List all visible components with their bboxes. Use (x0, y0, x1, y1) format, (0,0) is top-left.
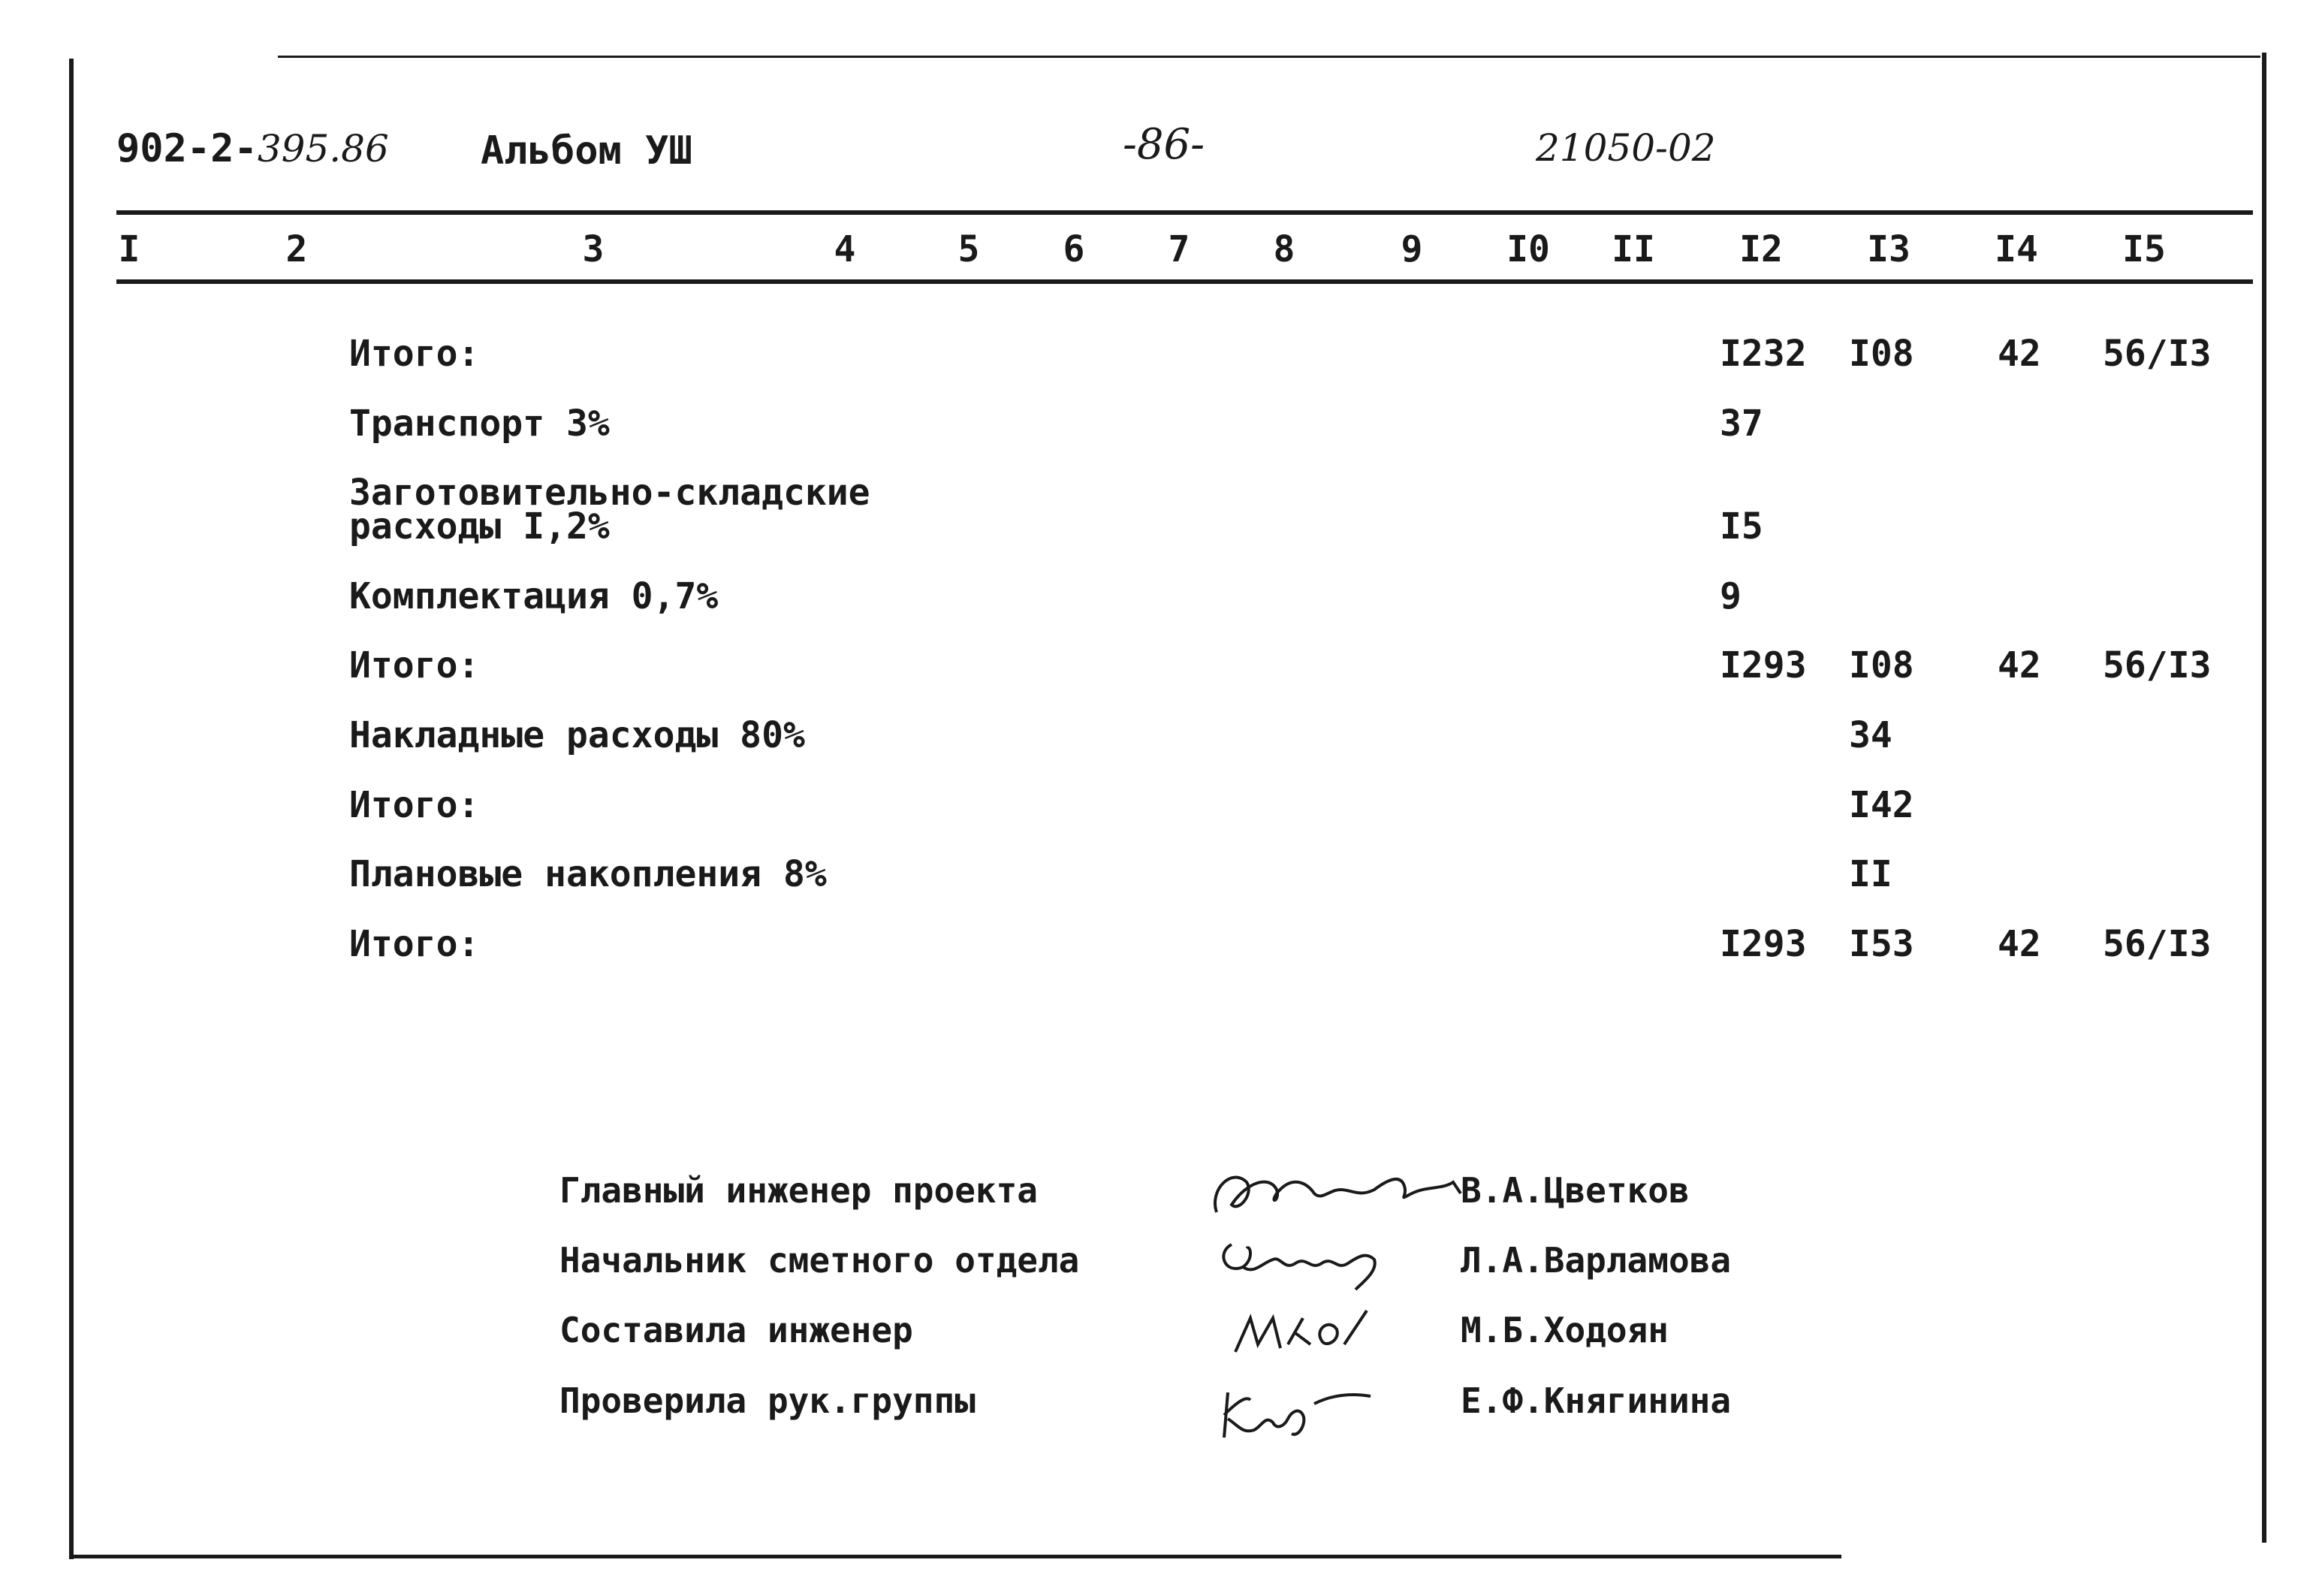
signature-row (0, 1170, 2307, 1218)
frame-top-line (278, 56, 2260, 58)
project-code (116, 126, 389, 171)
signature-row (0, 1240, 2307, 1288)
column-number: I5 (2122, 228, 2166, 270)
handwritten-signature (1202, 1160, 1472, 1235)
column-number: 5 (957, 228, 980, 270)
table-row (0, 403, 2307, 451)
signatory-role: Проверила рук.группы (559, 1380, 976, 1421)
cell-col12: 37 (1720, 403, 1763, 445)
project-code-handwritten: 395.86 (257, 127, 389, 170)
row-label-continued: расходы I,2% (349, 505, 610, 548)
document-number: 21050-02 (1536, 126, 1716, 170)
cell-col12: I293 (1720, 644, 1807, 686)
table-row (0, 853, 2307, 901)
column-number: II (1612, 228, 1655, 270)
table-row (0, 923, 2307, 971)
row-label: Итого: (349, 333, 480, 375)
cell-col14: 42 (1998, 333, 2041, 375)
row-label: Плановые накопления 8% (349, 853, 827, 895)
signatory-name: Л.А.Варламова (1461, 1240, 1732, 1281)
handwritten-signature (1202, 1229, 1397, 1297)
column-number: 6 (1063, 228, 1085, 270)
cell-col13: I08 (1849, 644, 1914, 686)
row-label: Итого: (349, 784, 480, 826)
table-header-bottom-rule (116, 279, 2253, 284)
frame-bottom-line (69, 1555, 1841, 1558)
column-number: I4 (1995, 228, 2038, 270)
table-top-rule (116, 210, 2253, 215)
row-label: Итого: (349, 644, 480, 686)
signatory-name: В.А.Цветков (1461, 1170, 1690, 1211)
handwritten-signature (1202, 1370, 1397, 1453)
table-row (0, 784, 2307, 832)
table-row (0, 333, 2307, 381)
page-number: -86- (1123, 120, 1205, 169)
column-number: I0 (1506, 228, 1550, 270)
signatory-name: М.Б.Ходоян (1461, 1310, 1669, 1350)
cell-col13: I08 (1849, 333, 1914, 375)
row-label: Итого: (349, 923, 480, 965)
column-number: 7 (1168, 228, 1190, 270)
column-number: 2 (285, 228, 308, 270)
column-number: 4 (834, 228, 856, 270)
table-row (0, 575, 2307, 623)
signatory-name: Е.Ф.Княгинина (1461, 1380, 1732, 1421)
column-number: I3 (1867, 228, 1910, 270)
handwritten-signature (1202, 1299, 1397, 1367)
cell-col15: 56/I3 (2103, 644, 2212, 686)
cell-col13: I53 (1849, 923, 1914, 965)
cell-col15: 56/I3 (2103, 333, 2212, 375)
project-code-printed: 902-2- (116, 126, 258, 171)
row-label: Комплектация 0,7% (349, 575, 719, 617)
column-number: 9 (1401, 228, 1423, 270)
cell-col12: I5 (1720, 505, 1763, 548)
column-number: I2 (1739, 228, 1783, 270)
cell-col12: 9 (1720, 575, 1742, 617)
album-title: Альбом УШ (481, 128, 692, 173)
cell-col15: 56/I3 (2103, 923, 2212, 965)
column-number: 8 (1273, 228, 1295, 270)
cell-col13: I42 (1849, 784, 1914, 826)
row-label: Накладные расходы 80% (349, 714, 805, 756)
signature-row (0, 1380, 2307, 1429)
signature-row (0, 1310, 2307, 1358)
cell-col12: I232 (1720, 333, 1807, 375)
table-row (0, 714, 2307, 762)
row-label: Заготовительно-складские (349, 472, 870, 514)
signatory-role: Начальник сметного отдела (559, 1240, 1080, 1281)
signatory-role: Главный инженер проекта (559, 1170, 1038, 1211)
cell-col12: I293 (1720, 923, 1807, 965)
column-number: I (118, 228, 140, 270)
cell-col13: 34 (1849, 714, 1892, 756)
cell-col14: 42 (1998, 644, 2041, 686)
table-row (0, 644, 2307, 692)
cell-col13: II (1849, 853, 1892, 895)
signatory-role: Составила инженер (559, 1310, 913, 1350)
cell-col14: 42 (1998, 923, 2041, 965)
column-number: 3 (582, 228, 605, 270)
table-row (0, 472, 2307, 557)
row-label: Транспорт 3% (349, 403, 610, 445)
